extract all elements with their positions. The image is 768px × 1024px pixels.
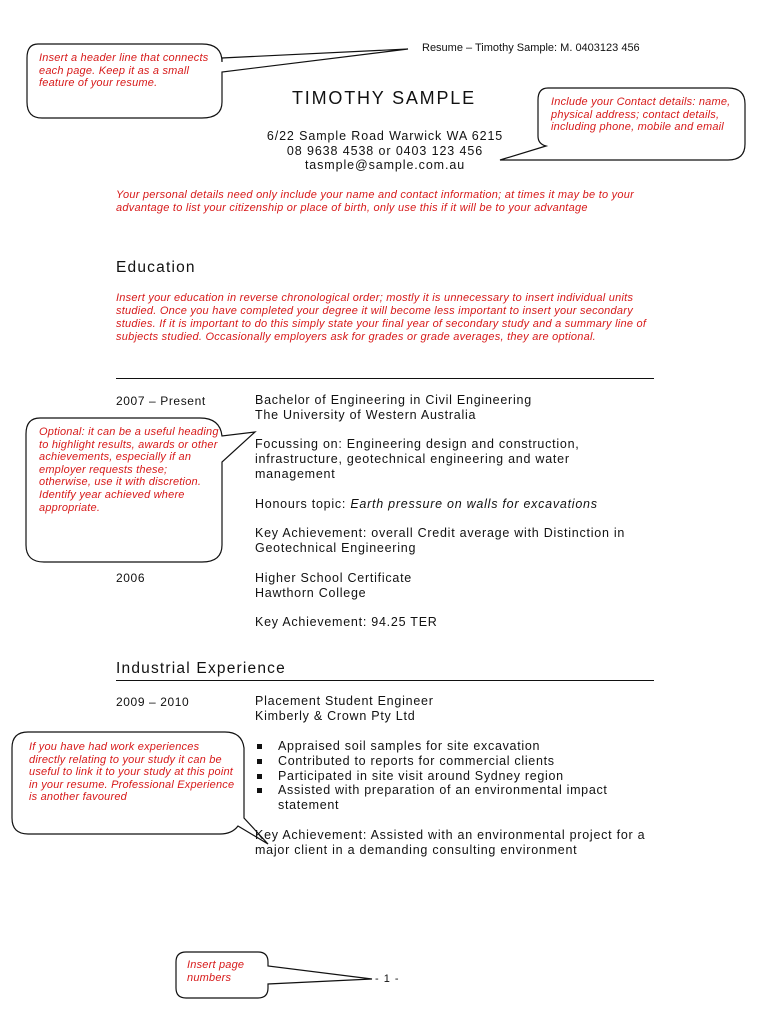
edu-honours-1	[255, 497, 650, 512]
edu-org-2: Hawthorn College	[255, 585, 367, 600]
header-line: Resume – Timothy Sample: M. 0403123 456	[422, 42, 640, 54]
bullet-icon	[257, 759, 262, 764]
edu-title-2: Higher School Certificate	[255, 571, 413, 585]
edu-title-1: Bachelor of Engineering in Civil Engineering	[255, 393, 532, 407]
list-item: Assisted with preparation of an environmental impact statement	[255, 783, 633, 813]
callout-optional-text: Optional: it can be a useful heading to highlight results, awards or other achievements, especially if an employer requests these; otherwise, use it with discretion. Identify year achieved where appropriate.	[39, 426, 219, 514]
exp-date-1: 2009 – 2010	[116, 695, 190, 709]
list-item: Contributed to reports for commercial clients	[255, 754, 650, 769]
edu-entry-2	[255, 571, 650, 630]
honours-label: Honours topic:	[255, 496, 351, 511]
contact-block	[230, 129, 540, 173]
note-education: Insert your education in reverse chronological order; mostly it is unnecessary to insert individual units studied. Once you have completed your degree it will become less important to insert your secondary studies. If it is important to do this simply state your final year of secondary study and a summary line of subjects studied. Occasionally employers ask for grades or grade averages, they are optional.	[116, 292, 647, 343]
edu-entry-1	[255, 393, 650, 556]
note-personal: Your personal details need only include your name and contact information; at times it may be to your advantage to list your citizenship or place of birth, only use this if it will be to your advantage	[116, 189, 635, 214]
contact-phones: 08 9638 4538 or 0403 123 456	[286, 143, 484, 158]
callout-work-text: If you have had work experiences directly relating to your study it can be useful to link it to your study at this point in your resume. Professional Experience is another favoured	[29, 741, 235, 804]
exp-title-1: Placement Student Engineer	[255, 694, 434, 708]
exp-entry-1	[255, 694, 655, 724]
education-rule	[116, 378, 654, 379]
callout-header-text: Insert a header line that connects each page. Keep it as a small feature of your resume.	[39, 52, 209, 90]
bullet-icon	[257, 774, 262, 779]
resume-name: TIMOTHY SAMPLE	[292, 88, 476, 108]
contact-address: 6/22 Sample Road Warwick WA 6215	[266, 129, 504, 143]
edu-achievement-1: Key Achievement: overall Credit average with Distinction in Geotechnical Engineering	[255, 526, 626, 555]
contact-email: tasmple@sample.com.au	[304, 158, 466, 172]
exp-org-1: Kimberly & Crown Pty Ltd	[255, 708, 416, 723]
edu-date-1: 2007 – Present	[116, 394, 206, 408]
list-item: Appraised soil samples for site excavation	[255, 739, 650, 754]
page-number: - 1 -	[375, 973, 400, 985]
education-heading: Education	[116, 259, 196, 276]
edu-org-1: The University of Western Australia	[255, 407, 477, 422]
exp-achievement-1: Key Achievement: Assisted with an environmental project for a major client in a demanding consulting environment	[255, 828, 646, 857]
edu-focus-1: Focussing on: Engineering design and construction, infrastructure, geotechnical engineering and water management	[255, 437, 580, 481]
experience-rule	[116, 680, 654, 681]
callout-page-text: Insert page numbers	[187, 959, 245, 984]
edu-date-2: 2006	[116, 571, 146, 585]
experience-heading: Industrial Experience	[116, 660, 286, 677]
bullet-icon	[257, 744, 262, 749]
honours-topic: Earth pressure on walls for excavations	[350, 496, 598, 511]
bullet-icon	[257, 788, 262, 793]
callout-contact-text: Include your Contact details: name, physical address; contact details, including phone, mobile and email	[551, 96, 731, 134]
edu-achievement-2: Key Achievement: 94.25 TER	[255, 615, 438, 630]
exp-bullet-list	[255, 739, 650, 813]
list-item: Participated in site visit around Sydney region	[255, 769, 650, 784]
